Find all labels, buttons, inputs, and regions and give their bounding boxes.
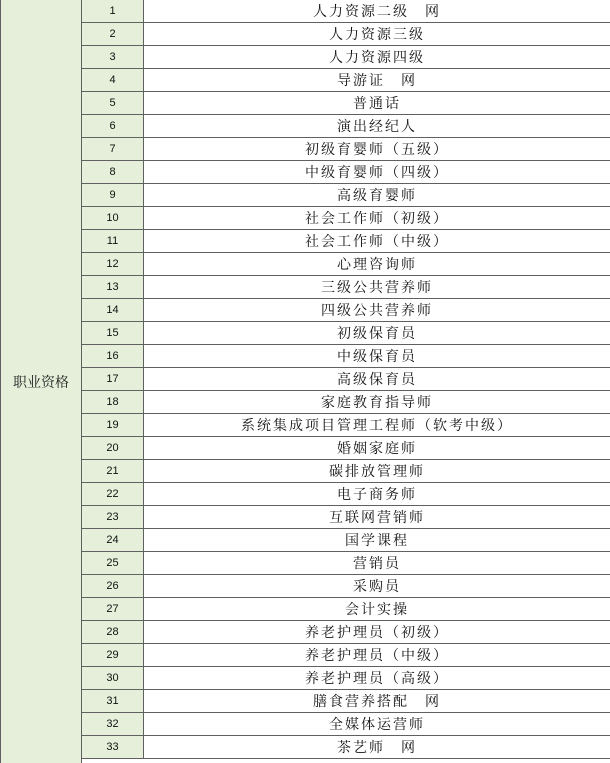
qualification-name: 互联网营销师 — [329, 510, 425, 526]
table-row — [82, 0, 610, 23]
qualification-name: 国学课程 — [345, 533, 409, 549]
qualification-name: 三级公共营养师 — [321, 280, 433, 296]
table-row — [82, 529, 610, 552]
qualification-name: 人力资源二级 网 — [313, 4, 441, 20]
qualification-name: 婚姻家庭师 — [337, 441, 417, 457]
row-number: 17 — [82, 368, 144, 390]
row-number: 8 — [82, 161, 144, 183]
table-row — [82, 713, 610, 736]
row-number: 10 — [82, 207, 144, 229]
row-number: 19 — [82, 414, 144, 436]
table-row — [82, 736, 610, 759]
row-number: 5 — [82, 92, 144, 114]
row-number: 26 — [82, 575, 144, 597]
row-number: 12 — [82, 253, 144, 275]
table-rows — [82, 0, 610, 759]
qualification-name: 养老护理员（初级） — [305, 625, 449, 641]
table-row — [82, 322, 610, 345]
row-number: 21 — [82, 460, 144, 482]
row-number: 14 — [82, 299, 144, 321]
table-row — [82, 575, 610, 598]
row-number: 15 — [82, 322, 144, 344]
qualification-name: 高级保育员 — [337, 372, 417, 388]
qualification-name: 养老护理员（高级） — [305, 671, 449, 687]
qualification-name: 中级育婴师（四级） — [305, 165, 449, 181]
qualification-name: 电子商务师 — [337, 487, 417, 503]
row-number: 23 — [82, 506, 144, 528]
row-number: 4 — [82, 69, 144, 91]
row-number: 22 — [82, 483, 144, 505]
qualification-name: 四级公共营养师 — [321, 303, 433, 319]
qualification-name: 家庭教育指导师 — [321, 395, 433, 411]
table-row — [82, 598, 610, 621]
qualification-name: 中级保育员 — [337, 349, 417, 365]
row-number: 33 — [82, 736, 144, 758]
table-row — [82, 345, 610, 368]
table-row — [82, 667, 610, 690]
table-row — [82, 690, 610, 713]
row-number: 9 — [82, 184, 144, 206]
row-number: 13 — [82, 276, 144, 298]
table-row — [82, 391, 610, 414]
qualification-name: 膳食营养搭配 网 — [313, 694, 441, 710]
qualification-name: 初级育婴师（五级） — [305, 142, 449, 158]
qualification-name: 采购员 — [353, 579, 401, 595]
row-number: 1 — [82, 0, 144, 22]
qualification-name: 全媒体运营师 — [329, 717, 425, 733]
table-row — [82, 184, 610, 207]
qualification-name: 养老护理员（中级） — [305, 648, 449, 664]
qualification-name: 营销员 — [353, 556, 401, 572]
table-row — [82, 230, 610, 253]
qualification-name: 演出经纪人 — [337, 119, 417, 135]
table-row — [82, 69, 610, 92]
row-number: 16 — [82, 345, 144, 367]
table-row — [82, 437, 610, 460]
table-row — [82, 23, 610, 46]
table-row — [82, 552, 610, 575]
table-row — [82, 368, 610, 391]
table-row — [82, 299, 610, 322]
table-row — [82, 483, 610, 506]
table-row — [82, 621, 610, 644]
row-number: 27 — [82, 598, 144, 620]
row-number: 29 — [82, 644, 144, 666]
qualification-name: 茶艺师 网 — [337, 740, 417, 756]
row-number: 11 — [82, 230, 144, 252]
table-row — [82, 414, 610, 437]
row-number: 28 — [82, 621, 144, 643]
row-number: 32 — [82, 713, 144, 735]
table-row — [82, 207, 610, 230]
row-number: 6 — [82, 115, 144, 137]
qualification-name: 初级保育员 — [337, 326, 417, 342]
row-number: 24 — [82, 529, 144, 551]
table-row — [82, 92, 610, 115]
row-number: 30 — [82, 667, 144, 689]
qualification-name: 系统集成项目管理工程师（软考中级） — [241, 418, 513, 434]
table-row — [82, 506, 610, 529]
table-row — [82, 644, 610, 667]
table-row — [82, 161, 610, 184]
qualification-name: 碳排放管理师 — [329, 464, 425, 480]
table-row — [82, 46, 610, 69]
qualification-name: 人力资源四级 — [329, 50, 425, 66]
category-cell: 职业资格 — [0, 0, 82, 763]
table-row — [82, 276, 610, 299]
table-row — [82, 115, 610, 138]
qualification-name: 导游证 网 — [337, 73, 417, 89]
qualification-name: 人力资源三级 — [329, 27, 425, 43]
table-row — [82, 253, 610, 276]
qualification-name: 高级育婴师 — [337, 188, 417, 204]
row-number: 25 — [82, 552, 144, 574]
qualification-name: 社会工作师（初级） — [305, 211, 449, 227]
row-number: 3 — [82, 46, 144, 68]
table-row — [82, 460, 610, 483]
qualification-name: 会计实操 — [345, 602, 409, 618]
row-number: 31 — [82, 690, 144, 712]
row-number: 18 — [82, 391, 144, 413]
qualification-name: 心理咨询师 — [337, 257, 417, 273]
row-number: 2 — [82, 23, 144, 45]
qualification-name: 普通话 — [353, 96, 401, 112]
table-row — [82, 138, 610, 161]
row-number: 20 — [82, 437, 144, 459]
qualification-name: 社会工作师（中级） — [305, 234, 449, 250]
row-number: 7 — [82, 138, 144, 160]
